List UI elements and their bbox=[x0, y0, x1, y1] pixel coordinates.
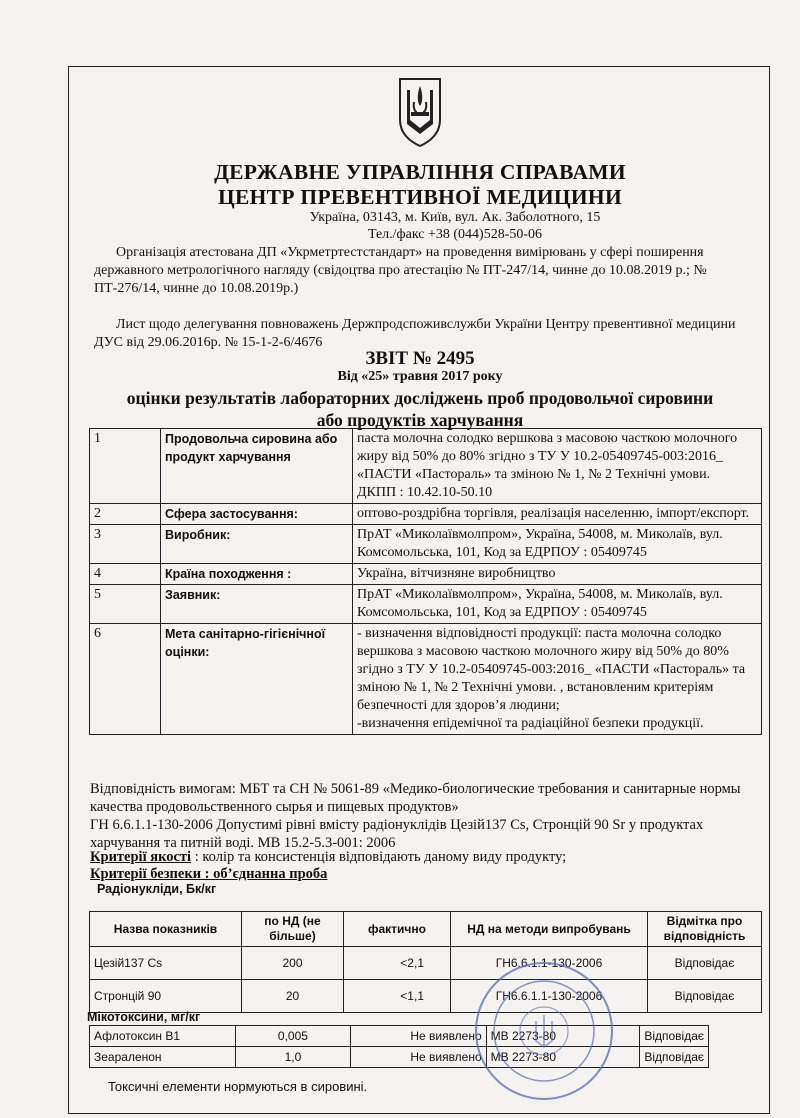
report-title: ЗВІТ № 2495 bbox=[365, 348, 475, 369]
org-name-line2: ЦЕНТР ПРЕВЕНТИВНОЇ МЕДИЦИНИ bbox=[218, 185, 622, 209]
quality-criteria-text: : колір та консистенція відповідають даному виду продукту; bbox=[191, 849, 567, 865]
org-address: Україна, 03143, м. Київ, вул. Ак. Заболотного, 15 bbox=[309, 210, 601, 225]
info-row-value: ПрАТ «Миколаївмолпром», Україна, 54008, м. Миколаїв, вул. Комсомольська, 101, Код за ЕДРПОУ : 05409745 bbox=[353, 525, 762, 564]
info-row-number: 2 bbox=[90, 504, 161, 525]
info-row bbox=[90, 525, 762, 564]
info-row bbox=[90, 624, 762, 735]
info-row-label: Заявник: bbox=[161, 585, 353, 624]
info-row-label: Продовольча сировина або продукт харчування bbox=[161, 429, 353, 504]
mycotoxin-cell: 1,0 bbox=[235, 1047, 350, 1068]
rad-col-header: фактично bbox=[344, 912, 451, 947]
mycotoxin-cell: 0,005 bbox=[235, 1026, 350, 1047]
rad-row bbox=[90, 947, 762, 980]
info-row-number: 5 bbox=[90, 585, 161, 624]
rad-col-header: по НД (не більше) bbox=[242, 912, 344, 947]
rad-cell: 20 bbox=[242, 980, 344, 1013]
rad-col-header: Назва показників bbox=[90, 912, 242, 947]
mycotoxin-cell: Не виявлено bbox=[351, 1026, 487, 1047]
report-date: Від «25» травня 2017 року bbox=[337, 369, 503, 384]
compliance-text: Відповідність вимогам: МБТ та СН № 5061-89 «Медико-биологические требования и санитарные нормы качества продовольственного сырья и пищевых продуктов» ГН 6.6.1.1-130-2006 Допустимі рівні вмісту радіонуклідів Цезій137 Cs, Стронцій 90 Sr у продуктах харчування та питній воді. МВ 15.2-5.3-001: 2006 bbox=[90, 781, 741, 851]
mycotoxin-cell: Зеараленон bbox=[90, 1047, 236, 1068]
org-name-line1: ДЕРЖАВНЕ УПРАВЛІННЯ СПРАВАМИ bbox=[214, 160, 626, 184]
mycotoxin-cell: Відповідає bbox=[640, 1026, 709, 1047]
delegation-text: Лист щодо делегування повноважень Держпродспоживслужби України Центру превентивної медицини ДУС від 29.06.2016р. № 15-1-2-6/4676 bbox=[94, 317, 736, 350]
rad-row bbox=[90, 980, 762, 1013]
rad-cell: Відповідає bbox=[648, 980, 762, 1013]
radionuclides-table bbox=[89, 911, 762, 1013]
info-row-number: 6 bbox=[90, 624, 161, 735]
info-row-number: 1 bbox=[90, 429, 161, 504]
mycotoxin-cell: Афлотоксин В1 bbox=[90, 1026, 236, 1047]
info-row bbox=[90, 585, 762, 624]
mycotoxins-heading: Мікотоксини, мг/кг bbox=[87, 1010, 201, 1024]
info-row-label: Країна походження : bbox=[161, 564, 353, 585]
info-row-label: Мета санітарно-гігієнічної оцінки: bbox=[161, 624, 353, 735]
info-row-label: Виробник: bbox=[161, 525, 353, 564]
safety-criteria-label: Критерії безпеки : об’єднанна проба bbox=[90, 866, 328, 882]
rad-col-header: Відмітка про відповідність bbox=[648, 912, 762, 947]
toxic-elements-note: Токсичні елементи нормуються в сировині. bbox=[108, 1079, 368, 1094]
org-phone: Тел./факс +38 (044)528-50-06 bbox=[367, 227, 543, 242]
quality-criteria bbox=[90, 849, 566, 866]
info-row-value: ПрАТ «Миколаївмолпром», Україна, 54008, м. Миколаїв, вул. Комсомольська, 101, Код за ЕДРПОУ : 05409745 bbox=[353, 585, 762, 624]
mycotoxin-cell: Не виявлено bbox=[351, 1047, 487, 1068]
trident-emblem-icon bbox=[397, 76, 443, 148]
radionuclides-heading: Радіонукліди, Бк/кг bbox=[97, 882, 217, 896]
mycotoxin-cell: Відповідає bbox=[640, 1047, 709, 1068]
report-subtitle-line2: або продуктів харчування bbox=[316, 410, 524, 430]
rad-cell: Відповідає bbox=[648, 947, 762, 980]
info-row-value: паста молочна солодко вершкова з масовою часткою молочного жиру від 50% до 80% згідно з ТУ У 10.2-05409745-003:2016_ «ПАСТИ «Пастораль» та зміною № 1, № 2 Технічні умови. ДКПП : 10.42.10-50.10 bbox=[353, 429, 762, 504]
info-row-number: 4 bbox=[90, 564, 161, 585]
seal-stamp bbox=[452, 955, 622, 1105]
info-row-value: Україна, вітчизняне виробництво bbox=[353, 564, 762, 585]
rad-cell: Стронцій 90 bbox=[90, 980, 242, 1013]
info-row bbox=[90, 429, 762, 504]
info-row-value: - визначення відповідності продукції: паста молочна солодко вершкова з масовою часткою молочного жиру від 50% до 80% згідно з ТУ У 10.2-05409745-003:2016_ «ПАСТИ «Пастораль» та зміною № 1, № 2 Технічні умови. , встановленим критеріям безпечності для здоров’я людини; -визначення епідемічної та радіаційної безпеки продукції. bbox=[353, 624, 762, 735]
safety-criteria bbox=[90, 866, 327, 883]
info-row-number: 3 bbox=[90, 525, 161, 564]
info-row bbox=[90, 564, 762, 585]
info-row bbox=[90, 504, 762, 525]
product-info-table bbox=[89, 428, 762, 735]
rad-cell: <1,1 bbox=[344, 980, 451, 1013]
rad-cell: ГН6.6.1.1-130-2006 bbox=[451, 947, 648, 980]
rad-cell: 200 bbox=[242, 947, 344, 980]
info-row-label: Сфера застосування: bbox=[161, 504, 353, 525]
accreditation-text: Організація атестована ДП «Укрметртестстандарт» на проведення вимірювань у сфері поширення державного метрологічного нагляду (свідоцтва про атестацію № ПТ-247/14, чинне до 10.08.2019 р.; № ПТ-276/14, чинне до 10.08.2019р.) bbox=[94, 245, 707, 296]
mycotoxin-cell: МВ 2273-80 bbox=[486, 1026, 640, 1047]
rad-col-header: НД на методи випробувань bbox=[451, 912, 648, 947]
info-row-value: оптово-роздрібна торгівля, реалізація населенню, імпорт/експорт. bbox=[353, 504, 762, 525]
rad-cell: ГН6.6.1.1-130-2006 bbox=[451, 980, 648, 1013]
report-subtitle-line1: оцінки результатів лабораторних досліджень проб продовольчої сировини bbox=[126, 388, 714, 408]
rad-cell: <2,1 bbox=[344, 947, 451, 980]
mycotoxin-cell: МВ 2273-80 bbox=[486, 1047, 640, 1068]
rad-cell: Цезій137 Cs bbox=[90, 947, 242, 980]
quality-criteria-label: Критерії якості bbox=[90, 849, 192, 865]
